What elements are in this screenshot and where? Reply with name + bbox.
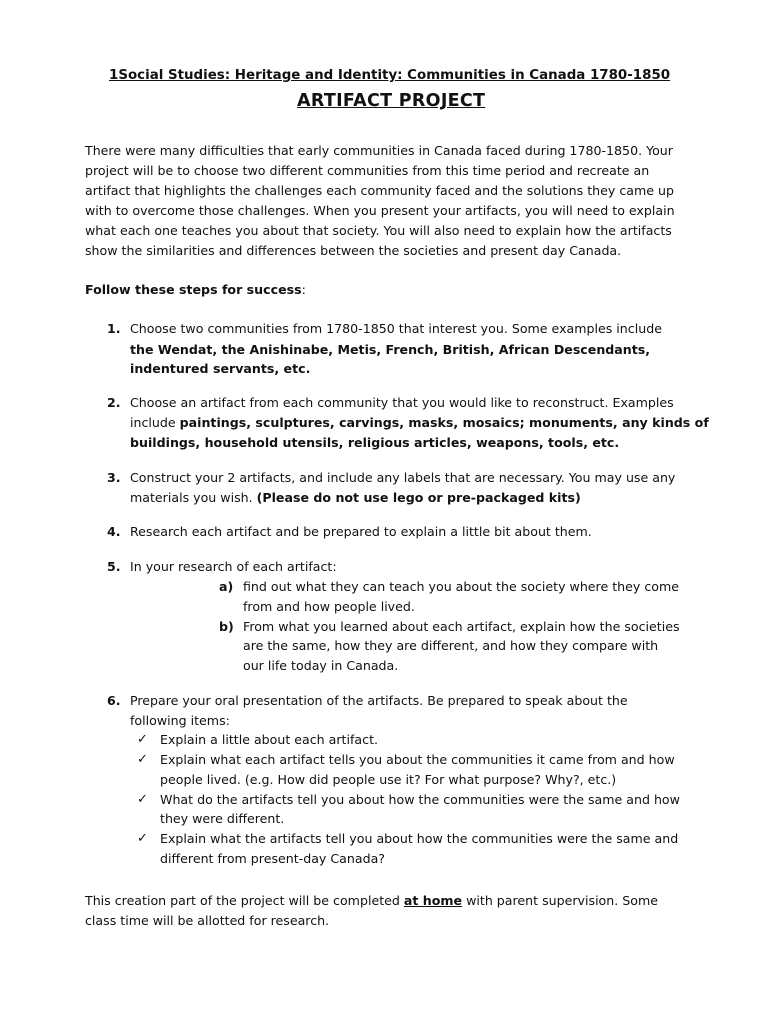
- sub-item-label: b): [219, 619, 234, 634]
- step-text: Choose an artifact from each community that you would like to reconstruct. Examples: [130, 395, 674, 410]
- step-text-plain: materials you wish.: [130, 490, 257, 505]
- checkmark-icon: ✓: [137, 732, 148, 747]
- checkmark-icon: ✓: [137, 831, 148, 846]
- sub-item-label: a): [219, 579, 234, 594]
- checklist-text: they were different.: [160, 811, 285, 826]
- step-text-bold: buildings, household utensils, religious articles, weapons, tools, etc.: [130, 435, 620, 450]
- at-home-emphasis: at home: [403, 893, 463, 908]
- checklist-text: Explain what each artifact tells you about the communities it came from and how: [160, 752, 675, 767]
- step-number: 2.: [107, 395, 121, 410]
- intro-line: project will be to choose two different communities from this time period and recreate an: [85, 163, 650, 178]
- step-number: 6.: [107, 693, 121, 708]
- step-text: [130, 413, 709, 433]
- intro-line: with to overcome those challenges. When you present your artifacts, you will need to explain: [85, 203, 675, 218]
- step-text-bold: (Please do not use lego or pre-packaged kits): [256, 490, 581, 505]
- intro-line: There were many difficulties that early communities in Canada faced during 1780-1850. Your: [85, 143, 673, 158]
- step-number: 1.: [107, 321, 121, 336]
- intro-line: show the similarities and differences between the societies and present day Canada.: [85, 243, 622, 258]
- checklist-text: people lived. (e.g. How did people use it? For what purpose? Why?, etc.): [160, 772, 617, 787]
- steps-heading-label: Follow these steps for success: [85, 282, 302, 297]
- closing-line: class time will be allotted for research.: [85, 913, 330, 928]
- checklist-text: Explain what the artifacts tell you about how the communities were the same and: [160, 831, 679, 846]
- step-text: In your research of each artifact:: [130, 559, 337, 574]
- step-text-bold: the Wendat, the Anishinabe, Metis, French, British, African Descendants,: [130, 342, 651, 357]
- closing-line: [85, 891, 658, 911]
- step-text: Prepare your oral presentation of the artifacts. Be prepared to speak about the: [130, 693, 628, 708]
- sub-item-text: are the same, how they are different, and how they compare with: [243, 638, 659, 653]
- checkmark-icon: ✓: [137, 752, 148, 767]
- step-number: 4.: [107, 524, 121, 539]
- checklist-text: What do the artifacts tell you about how the communities were the same and how: [160, 792, 680, 807]
- step-number: 5.: [107, 559, 121, 574]
- step-text: Choose two communities from 1780-1850 that interest you. Some examples include: [130, 321, 662, 336]
- sub-item-text: From what you learned about each artifact, explain how the societies: [243, 619, 680, 634]
- course-header: 1Social Studies: Heritage and Identity: Communities in Canada 1780-1850: [109, 68, 671, 83]
- step-text: Construct your 2 artifacts, and include any labels that are necessary. You may use any: [130, 470, 676, 485]
- intro-line: artifact that highlights the challenges each community faced and the solutions they came up: [85, 183, 674, 198]
- steps-heading-colon: :: [301, 282, 306, 297]
- sub-item-text: find out what they can teach you about the society where they come: [243, 579, 679, 594]
- step-text: Research each artifact and be prepared to explain a little bit about them.: [130, 524, 592, 539]
- sub-item-text: our life today in Canada.: [243, 658, 399, 673]
- step-text: [130, 488, 581, 508]
- checklist-text: different from present-day Canada?: [160, 851, 385, 866]
- step-text: following items:: [130, 713, 230, 728]
- step-text-bold: paintings, sculptures, carvings, masks, mosaics; monuments, any kinds of: [179, 415, 709, 430]
- step-text-bold: indentured servants, etc.: [130, 361, 311, 376]
- step-text-plain: include: [130, 415, 180, 430]
- steps-heading: [85, 280, 306, 300]
- closing-text: with parent supervision. Some: [462, 893, 658, 908]
- checklist-text: Explain a little about each artifact.: [160, 732, 379, 747]
- sub-item-text: from and how people lived.: [243, 599, 415, 614]
- closing-text: This creation part of the project will be completed: [85, 893, 404, 908]
- intro-line: what each one teaches you about that society. You will also need to explain how the artifacts: [85, 223, 672, 238]
- page-title: ARTIFACT PROJECT: [297, 91, 486, 111]
- step-number: 3.: [107, 470, 121, 485]
- checkmark-icon: ✓: [137, 792, 148, 807]
